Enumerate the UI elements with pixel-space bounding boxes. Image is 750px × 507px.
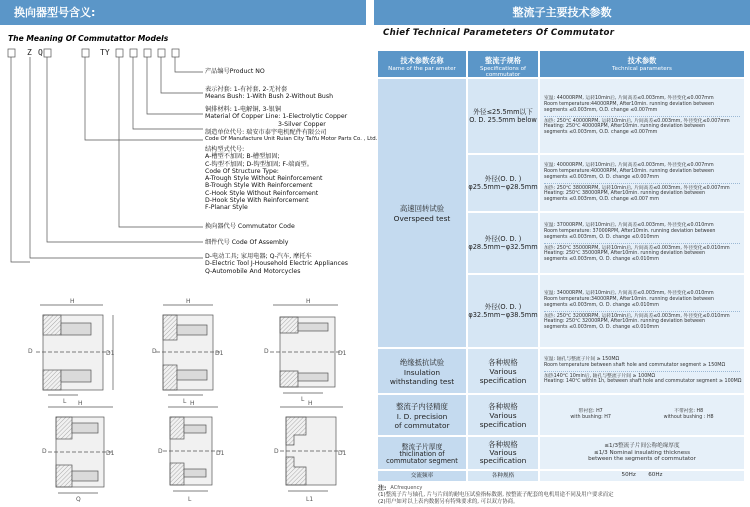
legend-structure-f: F-Planar Style (205, 204, 248, 212)
dim-label-dd2: D1 (215, 350, 224, 357)
table-header-name (377, 50, 467, 78)
legend-structure-title: Code Of Structure Type: (205, 167, 279, 175)
p3d: 加热: 250℃ 35000RPM, 运转10min后, 片间高差≤0.003mm, 外径变化≤0.010mm (544, 245, 730, 251)
ac-cn: 交流频率 (410, 473, 434, 479)
legend-copper (205, 106, 347, 128)
row-id-precision-name (377, 394, 467, 436)
dim-label-dd1: D1 (106, 350, 115, 357)
dim-label-dd5: D1 (216, 450, 225, 457)
id-various-cn: 各种规格 (488, 401, 518, 411)
insulation-cn: 绝缘抵抗试验 (399, 357, 445, 367)
p2b: Room temperature:40000RPM, After10min. running deviation between (544, 168, 714, 174)
legend-application-cn: D-电动工具; 家用电器; Q-汽车, 摩托车 (205, 253, 312, 260)
legend-maker-cn: 制造单位代号: 瑞安市泰宇电机配件有限公司 (205, 129, 327, 136)
params-spec1 (539, 78, 745, 154)
p4e: Heating: 250℃ 32000RPM, After10min. running deviation between (544, 319, 705, 325)
row-insulation-name (377, 348, 467, 394)
p4b: Room temperature:34000RPM, After10min. running deviation between (544, 296, 714, 302)
thk-various-en1: Various (489, 448, 517, 457)
p3a: 室温: 37000RPM, 运转10min后, 片间高差≤0.003mm, 外径变化≤0.010mm (544, 223, 714, 229)
drawing-planar-style-section (163, 407, 223, 491)
ac-frequency-params (539, 470, 745, 482)
table-notes (378, 485, 744, 506)
ins-p2: Room temperature between shaft hole and commutator segment ≥ 150MΩ (544, 362, 726, 368)
dim-label-l5: L (188, 496, 192, 503)
spec4-en: φ32.5mm~φ38.5mm (468, 311, 538, 319)
spec3-cn: 外径(O. D. ) (484, 235, 522, 243)
left-header-title: 换向器型号含义: (14, 6, 96, 19)
legend-application (205, 253, 348, 275)
spec1-en: O. D. 25.5mm below (469, 116, 537, 124)
row-segment-thickness-name (377, 436, 467, 470)
dim-label-d1: D (28, 348, 33, 355)
model-meaning-subtitle: The Meaning Of Commutattor Models (8, 34, 169, 43)
table-header-name-cn: 技术参数名称 (400, 56, 444, 65)
dim-label-h5: H (190, 400, 195, 407)
params-spec2 (539, 154, 745, 212)
p1d: 加热: 250℃ 40000RPM, 运转10min后, 片间高差≤0.003mm, 外径变化≤0.007mm (544, 118, 730, 124)
thickness-cn: 整流子片厚度 (401, 442, 443, 451)
tech-parameters-subtitle: Chief Technical Parameteters Of Commutator (383, 28, 615, 38)
legend-assembly-code: 细件代号 Code Of Assembly (205, 239, 289, 246)
legend-copper-cn: 铜排材料: 1-电解铜, 3-银铜 (205, 106, 282, 113)
legend-copper-en1: Material Of Copper Line: 1-Electrolytic Copper (205, 113, 348, 121)
dim-label-h2: H (186, 298, 191, 305)
right-header-bar (374, 0, 750, 25)
spec1-cn: 外径≤25.5mm以下 (473, 108, 533, 116)
legend-commutator-code: 换向器代号 Commutator Code (205, 223, 295, 230)
thk-various-en2: specification (479, 456, 527, 465)
legend-structure-d: D-Hook Style With Reinforcement (205, 197, 309, 205)
spec2-cn: 外径(O. D. ) (484, 175, 522, 183)
thk-p3: between the segments of commutator (588, 456, 696, 463)
p1a: 室温: 44000RPM, 运转10min后, 片间高差≤0.003mm, 外径变化≤0.007mm (544, 96, 714, 102)
note-2: (2)用户如对以上表内数据另有特殊要求的, 可以双方协商。 (378, 499, 519, 505)
note-1: (1)整流子片与轴孔, 片与片间的耐电压试验指标数据, 按整流子配套的电机用途不同及用户要求而定 (378, 492, 614, 498)
legend-structure-cd: C-钩型不加固; D-钩型加固; F-端面型。 (205, 160, 313, 168)
spec-od-25-5-28-5 (467, 154, 539, 212)
overspeed-cn: 高速回转试验 (399, 204, 445, 213)
p4a: 室温: 34000RPM, 运转10min后, 片间高差≤0.003mm, 外径变化≤0.010mm (544, 291, 714, 297)
id-p1: 带衬套: H7 (578, 409, 603, 415)
right-header-title: 整流子主要技术参数 (512, 6, 612, 19)
dim-label-h1: H (70, 298, 75, 305)
insulation-spec (467, 348, 539, 394)
thickness-en1: thiclination of (399, 449, 445, 458)
dim-label-d3: D (264, 348, 269, 355)
row-overspeed-name (377, 78, 467, 348)
drawing-trough-reinforced-section (48, 407, 113, 493)
p4f: segments ≤0.003mm, O. D. change ≤0.010mm (544, 325, 659, 331)
ac-frequency-spec (467, 470, 539, 482)
legend-structure (205, 146, 322, 212)
spec-od-32-5-38-5 (467, 274, 539, 348)
insulation-various-en2: specification (479, 375, 527, 385)
p2f: segments ≤0.003mm, O.D. change ≤0.007 mm (544, 197, 659, 203)
legend-maker-en: Code Of Manufacture Unit Ruian City TaiYu Motor Parts Co. , Ltd. (205, 136, 378, 143)
p1f: segments ≤0.003mm, O.D. change ≤0.007mm (544, 130, 658, 136)
dim-label-dd4: D1 (106, 450, 115, 457)
spec-od-28-5-32-5 (467, 212, 539, 274)
p2e: Heating: 250℃ 38000RPM, After10min. running deviation between (544, 191, 705, 197)
drawing-hook-style-section (156, 305, 220, 395)
id-p3: 不带衬套: H8 (674, 409, 704, 415)
model-code-connector-lines (0, 0, 380, 290)
code-char-z: Z (27, 48, 32, 57)
p3e: Heating: 250℃ 35000RPM, After10min. running deviation between (544, 251, 705, 257)
insulation-en1: Insulation (403, 367, 441, 377)
insulation-various-cn: 各种规格 (488, 357, 518, 367)
table-header-name-en: Name of the par ameter (388, 66, 456, 72)
id-precision-cn: 整流子内径精度 (396, 401, 448, 411)
legend-product-no: 产品编号Product NO (205, 68, 265, 75)
dim-label-d4: D (42, 448, 47, 455)
p3b: Room temperature: 37000RPM, After10min. running deviation between (544, 228, 716, 234)
code-char-ty: TY (100, 48, 110, 57)
params-spec4 (539, 274, 745, 348)
id-precision-en1: I. D. precision (396, 411, 448, 421)
p2c: segments ≤0.003mm, O. D. change ≤0.007mm (544, 174, 659, 180)
id-precision-en2: of commutator (394, 420, 450, 430)
overspeed-en: Overspeed test (393, 214, 451, 223)
spec-od-below-25-5 (467, 78, 539, 154)
table-header-spec-en: Specifications of commutator (480, 66, 526, 78)
dim-label-d6: D (274, 448, 279, 455)
ins-p3: 加热140℃ 10min后, 轴孔与整流子片间 ≥ 100MΩ (544, 373, 656, 379)
spec2-en: φ25.5mm~φ28.5mm (468, 183, 538, 191)
row-ac-frequency-name (377, 470, 467, 482)
table-header-params-en: Technical parameters (612, 66, 672, 72)
legend-bush-cn: 表示衬套: 1-有衬套, 2-无衬套 (205, 86, 288, 93)
dim-label-l6: L1 (306, 496, 314, 503)
segment-thickness-spec (467, 436, 539, 470)
insulation-params (539, 348, 745, 394)
dim-label-l2: L (183, 398, 187, 405)
dim-label-q4: Q (76, 496, 81, 503)
legend-structure-c: C-Hook Style Without Reinforcement (205, 189, 319, 197)
legend-structure-a: A-Trough Style Without Reinforcement (205, 175, 323, 183)
thickness-en2: commutator segment (386, 457, 458, 465)
table-header-params (539, 50, 745, 78)
table-header-spec (467, 50, 539, 78)
p3c: segments ≤0.003mm, O. D. change ≤0.010mm (544, 234, 659, 240)
insulation-en2: withstanding test (389, 376, 455, 386)
p3f: segments ≤0.003mm, O. D. change ≤0.010mm (544, 257, 659, 263)
dim-label-dd6: D1 (338, 450, 347, 457)
legend-structure-cn: 结构型式代号: (205, 146, 245, 153)
legend-maker (205, 129, 377, 144)
table-header-spec-cn: 整流子规格 (485, 56, 521, 65)
ac-p: 50Hz 60Hz (621, 472, 663, 479)
p4c: segments ≤0.003mm, O. D. change ≤0.010mm (544, 302, 659, 308)
legend-structure-b: B-Trough Style With Reinforcement (205, 182, 313, 190)
legend-application-en2: Q-Automobile And Motorcycles (205, 267, 301, 275)
segment-thickness-params (539, 436, 745, 470)
id-various-en2: specification (479, 419, 527, 429)
thk-p1: ≤1/3整流子片间公称绝缘厚度 (604, 443, 680, 450)
p2d: 加热: 250℃ 38000RPM, 运转10min后, 片间高差≤0.003mm, 外径变化≤0.007mm (544, 185, 730, 191)
ins-p1: 室温: 轴孔与整流子片间 ≥ 150MΩ (544, 356, 620, 362)
commutator-cross-section-drawings (18, 295, 373, 505)
spec4-cn: 外径(O. D. ) (484, 303, 522, 311)
id-precision-params (539, 394, 745, 436)
p2a: 室温: 40000RPM, 运转10min后, 片间高差≤0.003mm, 外径变化≤0.007mm (544, 163, 714, 169)
code-char-q: Q (38, 48, 43, 57)
id-p4: without bushing : H8 (663, 415, 714, 420)
ac-various-cn: 各种规格 (491, 473, 515, 479)
dim-label-l3: L (301, 396, 305, 403)
p1b: Room temperature:44000RPM, After10min. running deviation between (544, 101, 714, 107)
dim-label-h4: H (78, 400, 83, 407)
insulation-various-en1: Various (489, 366, 517, 376)
legend-bush-en: Means Bush: 1-With Bush 2-Without Bush (205, 93, 334, 101)
dim-label-d5: D (158, 448, 163, 455)
legend-bush (205, 86, 333, 101)
id-various-en1: Various (489, 410, 517, 420)
dim-label-l1: L (63, 398, 67, 405)
table-header-params-cn: 技术参数 (627, 56, 657, 65)
dim-label-h6: H (308, 400, 313, 407)
tech-parameters-table (377, 50, 745, 482)
p1c: segments ≤0.003mm, O.D. change ≤0.007mm (544, 107, 658, 113)
legend-application-en1: D-Electric Tool J-Household Electric Appliances (205, 260, 348, 268)
id-precision-spec (467, 394, 539, 436)
p1e: Heating: 250℃ 40000RPM, After10min. running deviation between (544, 124, 705, 130)
drawing-trough-style-section (36, 305, 113, 395)
dim-label-h3: H (306, 298, 311, 305)
legend-structure-ab: A-槽型不加固; B-槽型加固; (205, 153, 280, 161)
ac-en: ACfrequency (390, 485, 423, 491)
legend-copper-en2: 3-Silver Copper (278, 120, 326, 128)
ins-p4: Heating: 140℃ within 1h, between shaft hole and commutator segment ≥ 100MΩ (544, 379, 742, 385)
params-spec3 (539, 212, 745, 274)
id-p2: with bushing: H7 (570, 415, 611, 420)
p4d: 加热: 250℃ 32000RPM, 运转10min后, 片间高差≤0.003mm, 外径变化≤0.010mm (544, 313, 730, 319)
thk-p2: ≤1/3 Nominal insulating thickness (594, 449, 690, 456)
drawing-end-face-section (280, 407, 346, 491)
notes-title: 注: (378, 485, 387, 492)
spec3-en: φ28.5mm~φ32.5mm (468, 243, 538, 251)
dim-label-d2: D (152, 348, 157, 355)
drawing-reinforced-hook-section (270, 305, 343, 393)
dim-label-dd3: D1 (338, 350, 347, 357)
thk-various-cn: 各种规格 (488, 440, 518, 449)
